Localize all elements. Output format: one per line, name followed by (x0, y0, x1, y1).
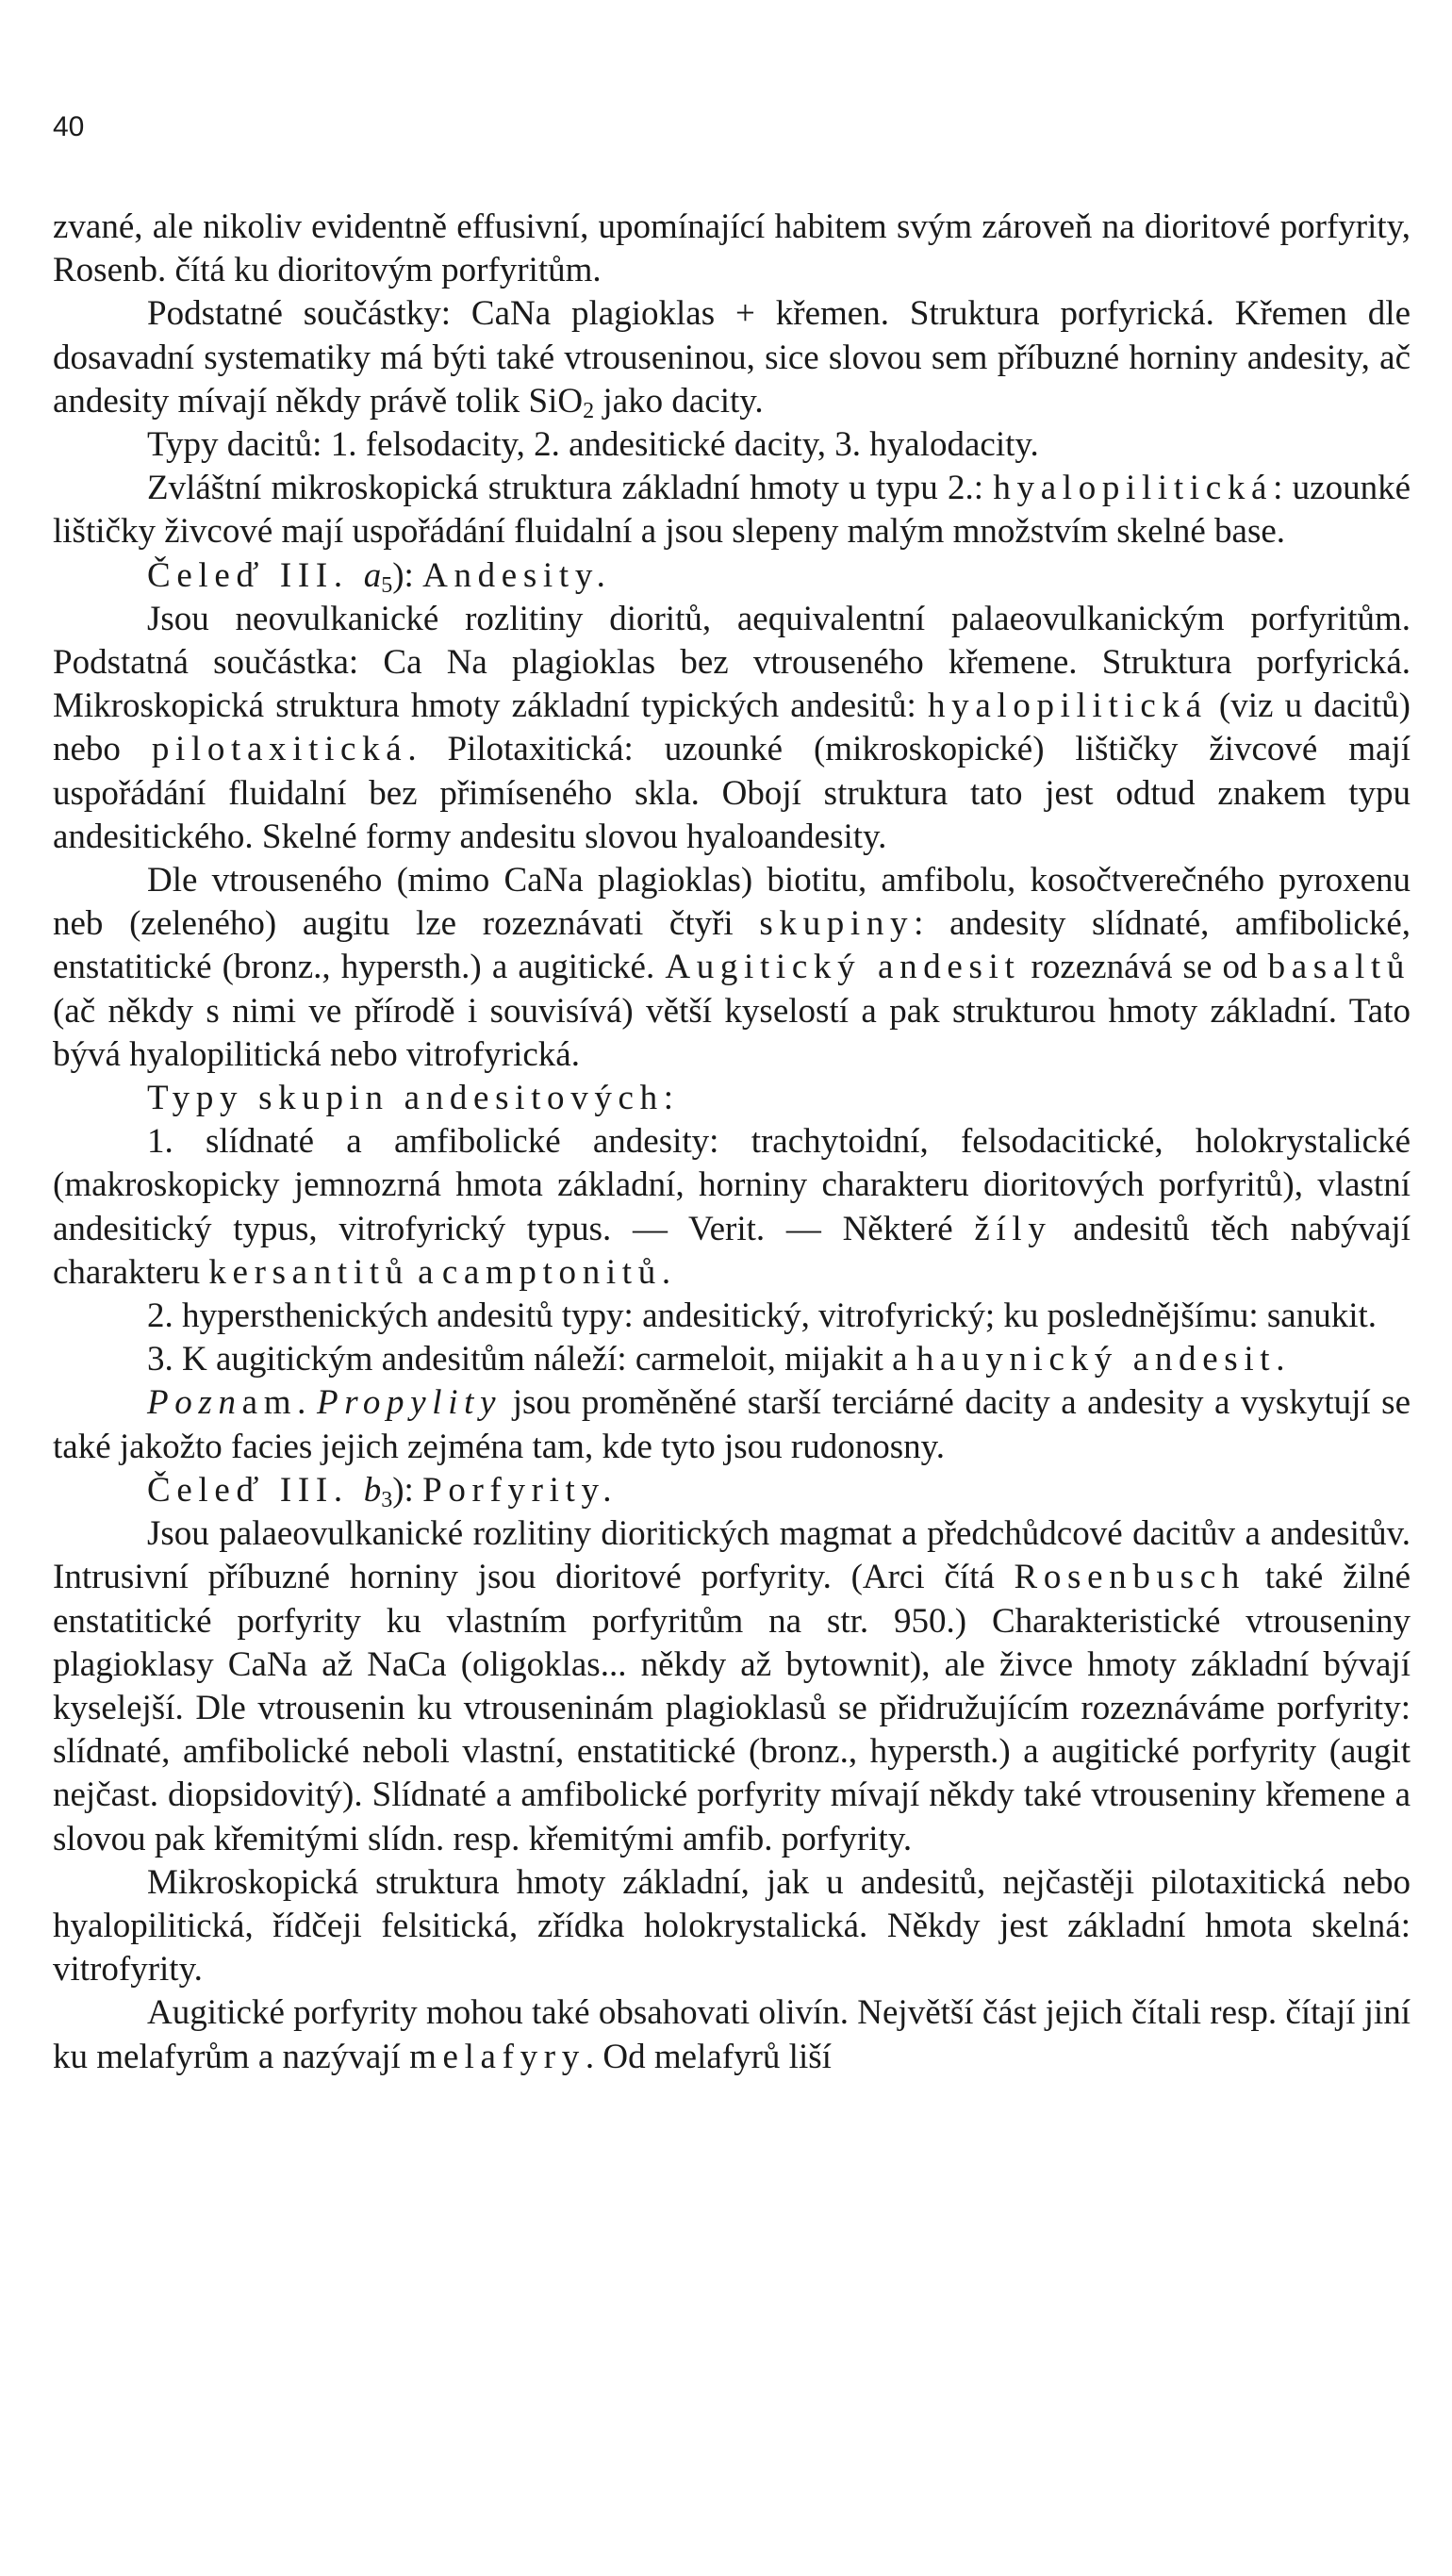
text-span: rozeznává se od (1020, 948, 1268, 987)
text-span: (ač někdy s nimi ve přírodě i souvisívá) větší kyselostí a pak strukturou hmoty základní. Tato bývá hyalopilitická nebo vitrofyrická. (53, 991, 1411, 1074)
spaced-term: kersantitů (208, 1252, 409, 1292)
text-span: . (297, 1383, 317, 1423)
text-span: . Od melafyrů liší (585, 2037, 832, 2076)
paragraph-microstructure (53, 467, 1411, 553)
text-span: 1. slídnaté a amfibolické andesity: trachytoidní, felsodacitické, holokrystalické (makroskopicky jemnozrná hmota základní, horniny charakteru dioritových porfyritů), vlastní andesitický typus, vitrofyrický typus. — Verit. — Některé (53, 1122, 1411, 1248)
heading-italic: b (363, 1470, 382, 1510)
paragraph-intro (53, 206, 1411, 292)
paragraph-andesite-groups (53, 859, 1411, 1077)
paragraph-dacite-types (53, 423, 1411, 467)
spaced-term: Rosenbusch (1014, 1558, 1246, 1597)
heading-group-types (53, 1077, 1411, 1120)
list-item-3 (53, 1338, 1411, 1381)
spaced-term: pilotaxitická (151, 730, 408, 769)
note-label: am (241, 1383, 298, 1423)
heading-label: Čeleď III. (147, 1470, 364, 1510)
text-span: Dle vtrouseného (mimo CaNa plagioklas) biotitu, amfibolu, kosočtverečného pyroxenu neb (zeleného) augitu lze rozeznávati čtyři (53, 861, 1411, 944)
text-span: ): (392, 1470, 423, 1510)
text-span: Podstatné součástky: CaNa plagioklas + křemen. Struktura porfyrická. Křemen dle dosavadní systematiky má býti také vtrouseninou, sice slovou sem příbuzné horniny andesity, ač andesity mívají někdy právě tolik (53, 294, 1411, 421)
spaced-term: basaltů (1267, 948, 1411, 987)
text-span: 3. K augitickým andesitům náleží: carmeloit, mijakit a (147, 1340, 916, 1379)
sio2-formula (529, 382, 595, 421)
page-text (53, 206, 1411, 2079)
note-label: Pozn (147, 1383, 242, 1423)
text-span: andesitů těch nabývají charakteru (53, 1209, 1411, 1292)
spaced-term: melafyry (409, 2037, 586, 2076)
spaced-term: camptonitů (441, 1252, 662, 1292)
heading-italic: a (363, 555, 382, 595)
text-span: : andesity slídnaté, amfibolické, enstatitické (bronz., hypersth.) a augitické. (53, 904, 1411, 987)
spaced-term: Augitický andesit (665, 948, 1021, 987)
heading-subscript: 5 (381, 572, 393, 598)
text-span: Jsou palaeovulkanické rozlitiny dioritických magmat a předchůdcové dacitův a andesitův. Intrusivní příbuzné horniny jsou dioritové porfyrity. (Arci čítá (53, 1514, 1411, 1597)
text-span: Typy dacitů: 1. felsodacity, 2. andesitické dacity, 3. hyalodacity. (147, 425, 1039, 465)
heading-title: Porfyrity. (422, 1470, 619, 1510)
text-span: Jsou neovulkanické rozlitiny dioritů, aequivalentní palaeovulkanickým porfyritům. Podstatná součástka: Ca Na plagioklas bez vtrouseného křemene. Struktura porfyrická. Mikroskopická struktura hmoty základní typických andesitů: (53, 599, 1411, 726)
heading-label: Čeleď III. (147, 555, 364, 595)
text-span: také žilné enstatitické porfyrity ku vlastním porfyritům na str. 950.) Charakteristické vtrouseniny plagioklasy CaNa až NaCa (oligoklas... někdy až bytownit), ale živce hmoty základní bývají kyselejší. Dle vtrousenin ku vtrouseninám plagioklasů se přidružujícím rozeznáváme porfyrity: slídnaté, amfibolické neboli vlastní, enstatitické (bronz., hypersth.) a augitické porfyrity (augit nejčast. diopsidovitý). Slídnaté a amfibolické porfyrity mívají někdy také vtrouseniny křemene a slovou pak křemitými slídn. resp. křemitými amfib. porfyrity. (53, 1558, 1411, 1858)
text-span: ): (392, 555, 423, 595)
spaced-heading: Typy skupin andesitových: (147, 1079, 680, 1118)
list-item-2 (53, 1295, 1411, 1338)
text-span: Mikroskopická struktura hmoty základní, jak u andesitů, nejčastěji pilotaxitická nebo hyalopilitická, řídčeji felsitická, zřídka holokrystalická. Někdy jest základní hmota skelná: vitrofyrity. (53, 1862, 1411, 1990)
heading-porfyrity (53, 1469, 1411, 1512)
note-propylity (53, 1381, 1411, 1468)
page-number: 40 (53, 111, 85, 142)
text-span: . Pilotaxitická: uzounké (mikroskopické) lištičky živcové mají uspořádání fluidalní bez přimíseného skla. Obojí struktura tato jest odtud znakem typu andesitického. Skelné formy andesitu slovou hyaloandesity. (53, 730, 1411, 856)
formula-subscript: 2 (583, 398, 595, 423)
text-span: 2. hypersthenických andesitů typy: andesitický, vitrofyrický; ku poslednějšímu: sanukit. (147, 1296, 1378, 1336)
heading-andesity (53, 554, 1411, 598)
paragraph-porphyrite-microstructure (53, 1861, 1411, 1992)
text-span: . (661, 1252, 671, 1292)
list-item-1 (53, 1120, 1411, 1295)
spaced-term: hyalopilitická (928, 686, 1208, 726)
heading-title: Andesity. (422, 555, 612, 595)
text-span: zvané, ale nikoliv evidentně effusivní, upomínající habitem svým zároveň na dioritové porfyrity, Rosenb. čítá ku dioritovým porfyritům. (53, 207, 1411, 290)
paragraph-dacite-components (53, 292, 1411, 423)
paragraph-porphyrite-definition (53, 1512, 1411, 1861)
spaced-term: hyalopilitická (993, 469, 1274, 508)
spaced-term: hauynický andesit (916, 1340, 1277, 1379)
formula-text: SiO (528, 381, 584, 421)
text-span: jako dacity. (594, 381, 764, 421)
spaced-term: Propylity (316, 1383, 503, 1423)
spaced-term: žíly (974, 1209, 1052, 1248)
text-span: Augitické porfyrity mohou také obsahovati olivín. Největší část jejich čítali resp. čítají jiní ku melafyrům a nazývají (53, 1993, 1411, 2076)
heading-subscript: 3 (381, 1487, 393, 1512)
spaced-term: skupiny (759, 904, 915, 944)
text-span: (viz u dacitů) nebo (53, 686, 1411, 769)
paragraph-andesite-definition (53, 598, 1411, 859)
paragraph-augitic-porphyrite (53, 1991, 1411, 2078)
text-span: . (1276, 1340, 1285, 1379)
text-span: Zvláštní mikroskopická struktura základní hmoty u typu 2.: (147, 469, 994, 508)
text-span: a (408, 1252, 442, 1292)
text-span: jsou proměněné starší terciárné dacity a andesity a vyskytují se také jakožto facies jejich zejména tam, kde tyto jsou rudonosny. (53, 1383, 1411, 1466)
text-span: : uzounké lištičky živcové mají uspořádání fluidalní a jsou slepeny malým množstvím skelné base. (53, 469, 1411, 552)
